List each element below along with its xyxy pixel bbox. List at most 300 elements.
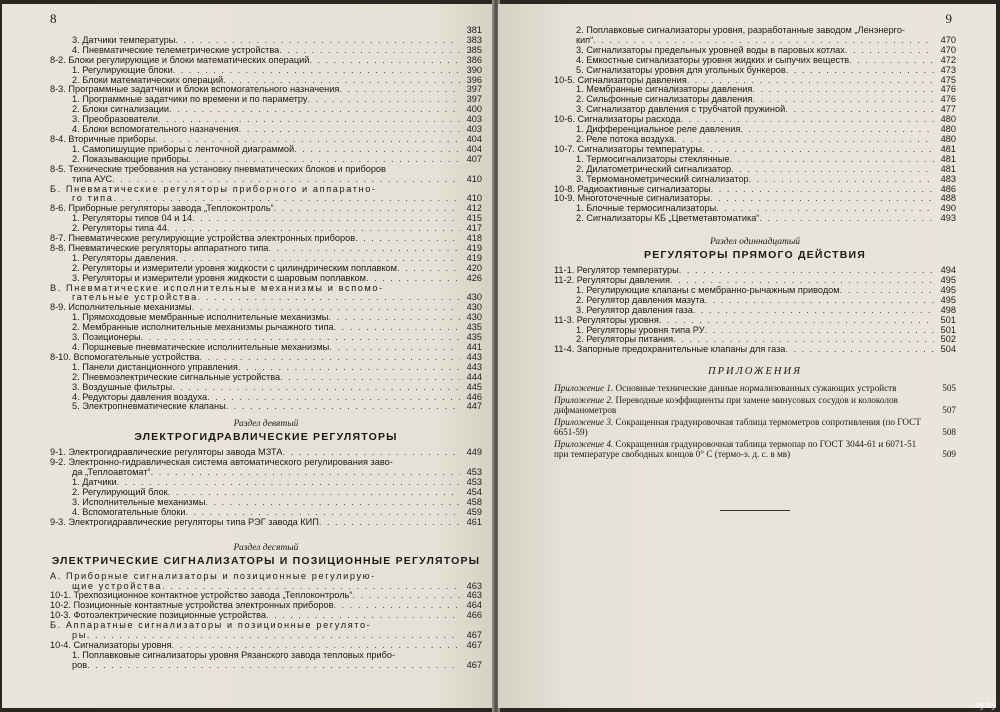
dot-leader <box>112 175 460 185</box>
toc-entry-page: 396 <box>466 74 482 85</box>
toc-entry-page: 495 <box>940 284 956 295</box>
dot-leader <box>705 326 934 336</box>
toc-entry <box>50 214 482 224</box>
toc-entry-title: 10-1. Трехпозиционное контактное устройство завода „Теплоконтроль“ <box>50 591 353 601</box>
toc-entry-title: 2. Регулятор давления мазута <box>576 295 705 305</box>
toc-entry-page: 441 <box>466 342 482 352</box>
toc-entry-page: 466 <box>466 610 482 621</box>
toc-entry <box>50 165 482 175</box>
dot-leader <box>192 214 460 224</box>
toc-entry-page: 472 <box>940 54 956 65</box>
toc-entry-page: 467 <box>466 659 482 670</box>
toc-entry <box>50 95 482 105</box>
dot-leader <box>729 155 934 165</box>
toc-entry <box>50 224 482 234</box>
dot-leader <box>167 224 460 234</box>
toc-entry <box>554 335 956 345</box>
toc-entry <box>554 85 956 95</box>
toc-entry-title: 9-2. Электронно-гидравлическая система автоматического регулирования заво- <box>50 458 393 468</box>
toc-entry <box>554 115 956 125</box>
dot-leader <box>328 313 460 323</box>
toc-entry-page: 453 <box>466 467 482 478</box>
toc-entry-page: 435 <box>466 332 482 343</box>
toc-entry <box>50 56 482 66</box>
toc-entry-page: 470 <box>940 34 956 45</box>
toc-entry-page: 400 <box>466 104 482 115</box>
toc-entry <box>50 448 482 458</box>
toc-entry-title: 1. Блочные термосигнализаторы <box>576 204 717 214</box>
toc-entry-title: 3. Позиционеры <box>72 333 141 343</box>
toc-right-top <box>554 26 956 224</box>
toc-entry-title: щие устройства <box>72 581 163 591</box>
dot-leader <box>205 498 460 508</box>
toc-entry-title: гательные устройства <box>72 293 198 303</box>
toc-entry-page: 412 <box>466 203 482 214</box>
toc-entry-page: 404 <box>466 133 482 144</box>
toc-entry-page: 383 <box>466 34 482 45</box>
toc-entry-page: 473 <box>940 64 956 75</box>
toc-entry-page: 403 <box>466 124 482 135</box>
toc-entry-page: 501 <box>940 324 956 335</box>
toc-entry-page: 464 <box>466 600 482 611</box>
toc-entry <box>554 36 956 46</box>
toc-entry-page: 410 <box>466 173 482 184</box>
toc-entry-title: 3. Регуляторы и измерители уровня жидкости с шаровым поплавком <box>72 273 366 283</box>
toc-entry <box>50 234 482 244</box>
toc-entry-title: 1. Термосигнализаторы стеклянные <box>576 154 730 164</box>
toc-entry <box>50 76 482 86</box>
toc-entry-page: 480 <box>940 124 956 135</box>
toc-entry-title: 11-2. Регуляторы давления <box>554 276 670 286</box>
toc-entry-title: 4. Поршневые пневматические исполнительные механизмы <box>72 343 330 352</box>
toc-entry-title: 5. Электропневматические клапаны <box>72 402 226 412</box>
dot-leader <box>334 601 460 611</box>
dot-leader <box>593 36 934 46</box>
dot-leader <box>185 508 460 518</box>
toc-entry <box>554 276 956 286</box>
toc-entry-title: 1. Дифференциальное реле давления <box>576 125 741 135</box>
dot-leader <box>268 244 460 254</box>
dot-leader <box>785 105 934 115</box>
toc-entry <box>50 303 482 313</box>
toc-entry-page: 447 <box>466 401 482 412</box>
dot-leader <box>752 85 934 95</box>
toc-entry-page: 397 <box>466 94 482 105</box>
toc-entry-title: 2. Дилатометрический сигнализатор <box>576 164 732 174</box>
toc-entry-page: 459 <box>466 506 482 517</box>
toc-entry <box>50 105 482 115</box>
toc-entry <box>50 591 482 601</box>
toc-entry-page: 490 <box>940 203 956 214</box>
toc-entry-title: да „Теплоавтомат“ <box>72 468 151 478</box>
toc-entry-title: 4. Вспомогательные блоки <box>72 507 186 517</box>
section-9-label: Раздел девятый <box>233 419 299 430</box>
toc-entry-page: 494 <box>940 265 956 276</box>
toc-entry-title: кип“ <box>576 35 594 45</box>
toc-entry <box>50 323 482 333</box>
toc-entry-page: 486 <box>940 183 956 194</box>
toc-entry-title: 10-5. Сигнализаторы давления <box>554 75 687 85</box>
toc-entry <box>554 316 956 326</box>
dot-leader <box>162 582 460 592</box>
dot-leader <box>168 488 460 498</box>
dot-leader <box>173 66 460 76</box>
toc-entry <box>554 165 956 175</box>
toc-entry <box>50 621 482 631</box>
end-rule <box>720 510 790 511</box>
toc-entry-title: 3. Исполнительные механизмы <box>72 497 206 507</box>
toc-entry <box>50 393 482 403</box>
appendix-text: Основные технические данные нормализованных сужающих устройств <box>615 383 897 394</box>
dot-leader <box>282 448 460 458</box>
toc-entry <box>50 244 482 254</box>
dot-leader <box>223 76 460 86</box>
dot-leader <box>334 323 460 333</box>
dot-leader <box>266 611 460 621</box>
appendix-item <box>554 395 956 416</box>
toc-entry-page: 444 <box>466 371 482 382</box>
appendix-item <box>554 439 956 460</box>
dot-leader <box>705 296 934 306</box>
toc-entry <box>50 274 482 284</box>
toc-entry-title: типа АУС <box>72 174 113 184</box>
toc-entry-page: 495 <box>940 275 956 286</box>
toc-entry <box>50 313 482 323</box>
toc-entry-page: 480 <box>940 133 956 144</box>
toc-entry <box>50 498 482 508</box>
dot-leader <box>687 76 934 86</box>
toc-entry <box>50 661 482 671</box>
toc-entry-title: 11-3. Регуляторы уровня <box>554 315 659 325</box>
dot-leader <box>693 306 934 316</box>
dot-leader <box>711 185 934 195</box>
toc-entry <box>554 306 956 316</box>
dot-leader <box>175 254 460 264</box>
toc-entry-title: 10-6. Сигнализаторы расхода <box>554 115 681 125</box>
toc-entry-page: 463 <box>466 580 482 591</box>
toc-entry <box>50 572 482 582</box>
toc-entry-title: 1. Поплавковые сигнализаторы уровня Рязанского завода тепловых прибо- <box>72 650 396 660</box>
dot-leader <box>188 155 460 165</box>
dot-leader <box>141 333 460 343</box>
toc-entry <box>50 26 482 36</box>
toc-entry-page: 381 <box>466 25 482 35</box>
dot-leader <box>749 175 934 185</box>
toc-entry-title: 3. Датчики температуры <box>72 35 176 45</box>
toc-entry-page: 415 <box>466 213 482 224</box>
toc-entry <box>50 185 482 195</box>
toc-entry-title: 1. Мембранные сигнализаторы давления <box>576 85 753 95</box>
dot-leader <box>307 95 460 105</box>
section-10-label: Раздел десятый <box>233 542 299 553</box>
dot-leader <box>659 316 934 326</box>
toc-entry-page: 463 <box>466 590 482 601</box>
section-9-title: ЭЛЕКТРОГИДРАВЛИЧЕСКИЕ РЕГУЛЯТОРЫ <box>134 431 398 444</box>
toc-entry <box>554 145 956 155</box>
toc-entry-title: 4. Редукторы давления воздуха <box>72 392 208 402</box>
section-11-label: Раздел одиннадцатый <box>709 237 800 248</box>
dot-leader <box>840 286 934 296</box>
toc-entry-page: 495 <box>940 294 956 305</box>
toc-entry <box>50 458 482 468</box>
toc-entry-page: 445 <box>466 381 482 392</box>
toc-entry <box>50 488 482 498</box>
toc-entry <box>50 508 482 518</box>
toc-entry <box>554 204 956 214</box>
appendix-list <box>554 383 956 460</box>
toc-entry <box>50 194 482 204</box>
toc-entry-page: 417 <box>466 223 482 234</box>
toc-entry-title: 8-9. Исполнительные механизмы <box>50 303 192 313</box>
toc-entry-page: 501 <box>940 314 956 325</box>
dot-leader <box>352 591 460 601</box>
toc-entry-title: 8-3. Программные задатчики и блоки вспомогательного назначения <box>50 85 340 95</box>
dot-leader <box>759 214 934 224</box>
toc-entry-page: 493 <box>940 213 956 224</box>
toc-section-10 <box>50 572 482 671</box>
toc-entry-title: ров <box>72 660 88 670</box>
dot-leader <box>673 335 934 345</box>
toc-entry-title: 1. Датчики <box>72 478 117 488</box>
toc-entry <box>50 66 482 76</box>
toc-entry-page: 475 <box>940 74 956 85</box>
toc-entry <box>554 66 956 76</box>
toc-entry-title: 9-3. Электрогидравлические регуляторы типа РЭГ завода КИП <box>50 517 319 527</box>
dot-leader <box>397 264 460 274</box>
toc-entry-title: 1. Программные задатчики по времени и по параметру <box>72 95 308 105</box>
toc-entry-page: 467 <box>466 630 482 641</box>
toc-entry-page: 476 <box>940 94 956 105</box>
dot-leader <box>226 402 460 412</box>
toc-entry-page: 461 <box>466 516 482 527</box>
toc-entry <box>50 333 482 343</box>
section-11-title: РЕГУЛЯТОРЫ ПРЯМОГО ДЕЙСТВИЯ <box>643 249 866 262</box>
toc-entry-title: 8-2. Блоки регулирующие и блоки математических операций <box>50 55 310 65</box>
toc-left-top <box>50 26 482 412</box>
toc-entry-page: 449 <box>466 447 482 458</box>
toc-entry-title: 5. Сигнализаторы уровня для угольных бункеров <box>576 65 786 75</box>
toc-entry-title: 4. Емкостные сигнализаторы уровня жидких и сыпучих веществ <box>576 55 850 65</box>
toc-entry-title: го типа <box>72 194 114 204</box>
toc-entry <box>50 145 482 155</box>
toc-entry <box>554 105 956 115</box>
toc-entry-title: 3. Регулятор давления газа <box>576 305 693 315</box>
toc-entry-title: 2. Мембранные исполнительные механизмы рычажного типа <box>72 323 334 333</box>
dot-leader <box>113 194 460 204</box>
toc-entry-page: 481 <box>940 163 956 174</box>
toc-entry-title: 3. Сигнализатор давления с трубчатой пружиной <box>576 105 786 115</box>
toc-entry-page: 410 <box>466 193 482 204</box>
toc-entry <box>50 518 482 528</box>
toc-section-11 <box>554 266 956 355</box>
dot-leader <box>710 194 934 204</box>
toc-entry-title: 2. Блоки математических операций <box>72 75 224 85</box>
toc-entry-title: 1. Регуляторы уровня типа РУ <box>576 325 705 335</box>
toc-entry-title: 8-8. Пневматические регуляторы аппаратного типа <box>50 243 269 253</box>
toc-entry <box>554 125 956 135</box>
toc-entry-title: 10-2. Позиционные контактные устройства электронных приборов <box>50 601 334 611</box>
toc-entry-title: 2. Регуляторы типа 44 <box>72 224 167 234</box>
toc-section-9 <box>50 448 482 527</box>
dot-leader <box>155 135 460 145</box>
dot-leader <box>670 276 934 286</box>
page-number-left: 8 <box>50 11 57 26</box>
dot-leader <box>238 363 460 373</box>
dot-leader <box>681 115 934 125</box>
toc-entry <box>554 56 956 66</box>
watermark: ay.by <box>975 700 996 710</box>
toc-entry-page: 488 <box>940 193 956 204</box>
dot-leader <box>169 105 460 115</box>
appendix-page: 508 <box>942 427 956 438</box>
toc-entry <box>50 641 482 651</box>
dot-leader <box>198 293 460 303</box>
toc-entry <box>50 115 482 125</box>
dot-leader <box>716 204 934 214</box>
toc-entry-page: 385 <box>466 44 482 55</box>
appendix-label: Приложение 1. <box>554 383 614 394</box>
dot-leader <box>740 125 934 135</box>
dot-leader <box>172 383 460 393</box>
toc-entry <box>50 353 482 363</box>
toc-entry-title: 2. Поплавковые сигнализаторы уровня, разработанные заводом „Ленэнерго- <box>576 26 905 35</box>
toc-entry-title: 2. Регуляторы питания <box>576 335 674 345</box>
toc-entry-page: 419 <box>466 252 482 263</box>
toc-entry <box>50 363 482 373</box>
right-page <box>498 4 996 708</box>
toc-entry <box>50 402 482 412</box>
dot-leader <box>845 46 934 56</box>
toc-entry-title: 8-4. Вторичные приборы <box>50 134 156 144</box>
dot-leader <box>786 66 934 76</box>
toc-entry-page: 386 <box>466 54 482 65</box>
dot-leader <box>785 345 934 355</box>
toc-entry <box>50 155 482 165</box>
dot-leader <box>319 518 460 528</box>
toc-entry-title: 2. Блоки сигнализации <box>72 105 170 115</box>
dot-leader <box>752 95 934 105</box>
toc-entry <box>50 46 482 56</box>
appendix-text: Сокращенная градуировочная таблица термометров сопротивления (по ГОСТ 6651-59) <box>554 416 921 438</box>
toc-entry <box>50 175 482 185</box>
toc-entry <box>554 345 956 355</box>
dot-leader <box>175 36 460 46</box>
dot-leader <box>279 46 460 56</box>
toc-entry-page: 498 <box>940 304 956 315</box>
toc-entry-page: 418 <box>466 233 482 244</box>
toc-entry-title: 1. Панели дистанционного управления <box>72 362 238 372</box>
dot-leader <box>192 303 460 313</box>
toc-entry <box>554 26 956 36</box>
toc-entry <box>50 383 482 393</box>
toc-entry-title: 9-1. Электрогидравлические регуляторы завода МЗТА <box>50 448 283 458</box>
toc-entry-title: 8-6. Приборные регуляторы завода „Теплоконтроль“ <box>50 204 274 214</box>
dot-leader <box>151 468 460 478</box>
toc-entry-page: 404 <box>466 143 482 154</box>
toc-entry <box>50 601 482 611</box>
toc-entry-page: 481 <box>940 143 956 154</box>
toc-entry <box>50 284 482 294</box>
appendix-item <box>554 417 956 438</box>
toc-entry-title: 1. Регулирующие блоки <box>72 65 173 75</box>
toc-entry-page: 481 <box>940 153 956 164</box>
toc-entry-title: 8-5. Технические требования на установку пневматических блоков и приборов <box>50 164 386 174</box>
toc-entry-page: 443 <box>466 361 482 372</box>
dot-leader <box>702 145 934 155</box>
toc-entry-page: 403 <box>466 114 482 125</box>
toc-entry-page: 458 <box>466 496 482 507</box>
toc-entry-page: 419 <box>466 242 482 253</box>
toc-entry-page: 420 <box>466 262 482 273</box>
toc-entry-title: 2. Показывающие приборы <box>72 154 189 164</box>
toc-entry-title: 1. Самопишущие приборы с ленточной диаграммой <box>72 144 295 154</box>
toc-entry-page: 504 <box>940 344 956 355</box>
page-number-right: 9 <box>945 11 952 26</box>
toc-entry-page: 443 <box>466 351 482 362</box>
dot-leader <box>87 661 460 671</box>
dot-leader <box>849 56 934 66</box>
toc-entry-title: А. Приборные сигнализаторы и позиционные регулирую- <box>50 571 376 581</box>
toc-entry <box>554 214 956 224</box>
dot-leader <box>117 478 460 488</box>
toc-entry-title: 2. Сигнализаторы КБ „Цветметавтоматика“ <box>576 214 760 224</box>
toc-entry <box>554 155 956 165</box>
toc-entry <box>50 204 482 214</box>
dot-leader <box>294 145 460 155</box>
toc-entry-title: 10-9. Многоточечные сигнализаторы <box>554 194 710 204</box>
dot-leader <box>339 85 460 95</box>
toc-entry-page: 446 <box>466 391 482 402</box>
appendix-page: 505 <box>942 383 956 394</box>
dot-leader <box>674 135 934 145</box>
left-page <box>2 4 494 708</box>
toc-entry <box>50 478 482 488</box>
section-10-title: ЭЛЕКТРИЧЕСКИЕ СИГНАЛИЗАТОРЫ И ПОЗИЦИОННЫЕ РЕГУЛЯТОРЫ <box>51 554 481 567</box>
toc-entry-title: 1. Регулирующие клапаны с мембранно-рычажным приводом <box>576 285 840 295</box>
dot-leader <box>679 266 934 276</box>
toc-entry-title: 11-4. Запорные предохранительные клапаны для газа <box>554 345 786 355</box>
toc-entry <box>50 36 482 46</box>
dot-leader <box>274 204 460 214</box>
toc-entry-title: 10-3. Фотоэлектрические позиционные устройства <box>50 611 267 621</box>
toc-entry-page: 502 <box>940 334 956 345</box>
toc-entry <box>50 343 482 353</box>
appendix-text: Переводные коэффициенты при замене минусовых сосудов и колоколов дифманометров <box>554 394 898 416</box>
dot-leader <box>172 641 460 651</box>
toc-entry-title: 2. Реле потока воздуха <box>576 134 675 144</box>
toc-entry <box>554 286 956 296</box>
dot-leader <box>355 234 460 244</box>
toc-entry-title: 2. Сильфонные сигнализаторы давления <box>576 95 753 105</box>
toc-entry <box>50 135 482 145</box>
dot-leader <box>731 165 934 175</box>
appendix-text: Сокращенная градуировочная таблица термопар по ГОСТ 3044-61 и 6071-51 при температуре свободных концов 0° С (термо-э. д. с. в мв) <box>554 438 917 460</box>
toc-entry-page: 435 <box>466 322 482 333</box>
toc-entry-page: 407 <box>466 153 482 164</box>
toc-entry-page: 483 <box>940 173 956 184</box>
toc-entry <box>554 175 956 185</box>
toc-entry <box>50 85 482 95</box>
toc-entry <box>554 95 956 105</box>
toc-entry-title: 2. Регулирующий блок <box>72 487 168 497</box>
toc-entry-title: 1. Регуляторы давления <box>72 253 176 263</box>
dot-leader <box>366 274 460 284</box>
toc-entry-page: 426 <box>466 272 482 283</box>
toc-entry <box>554 326 956 336</box>
dot-leader <box>239 125 460 135</box>
toc-entry-page: 480 <box>940 114 956 125</box>
dot-leader <box>87 631 460 641</box>
